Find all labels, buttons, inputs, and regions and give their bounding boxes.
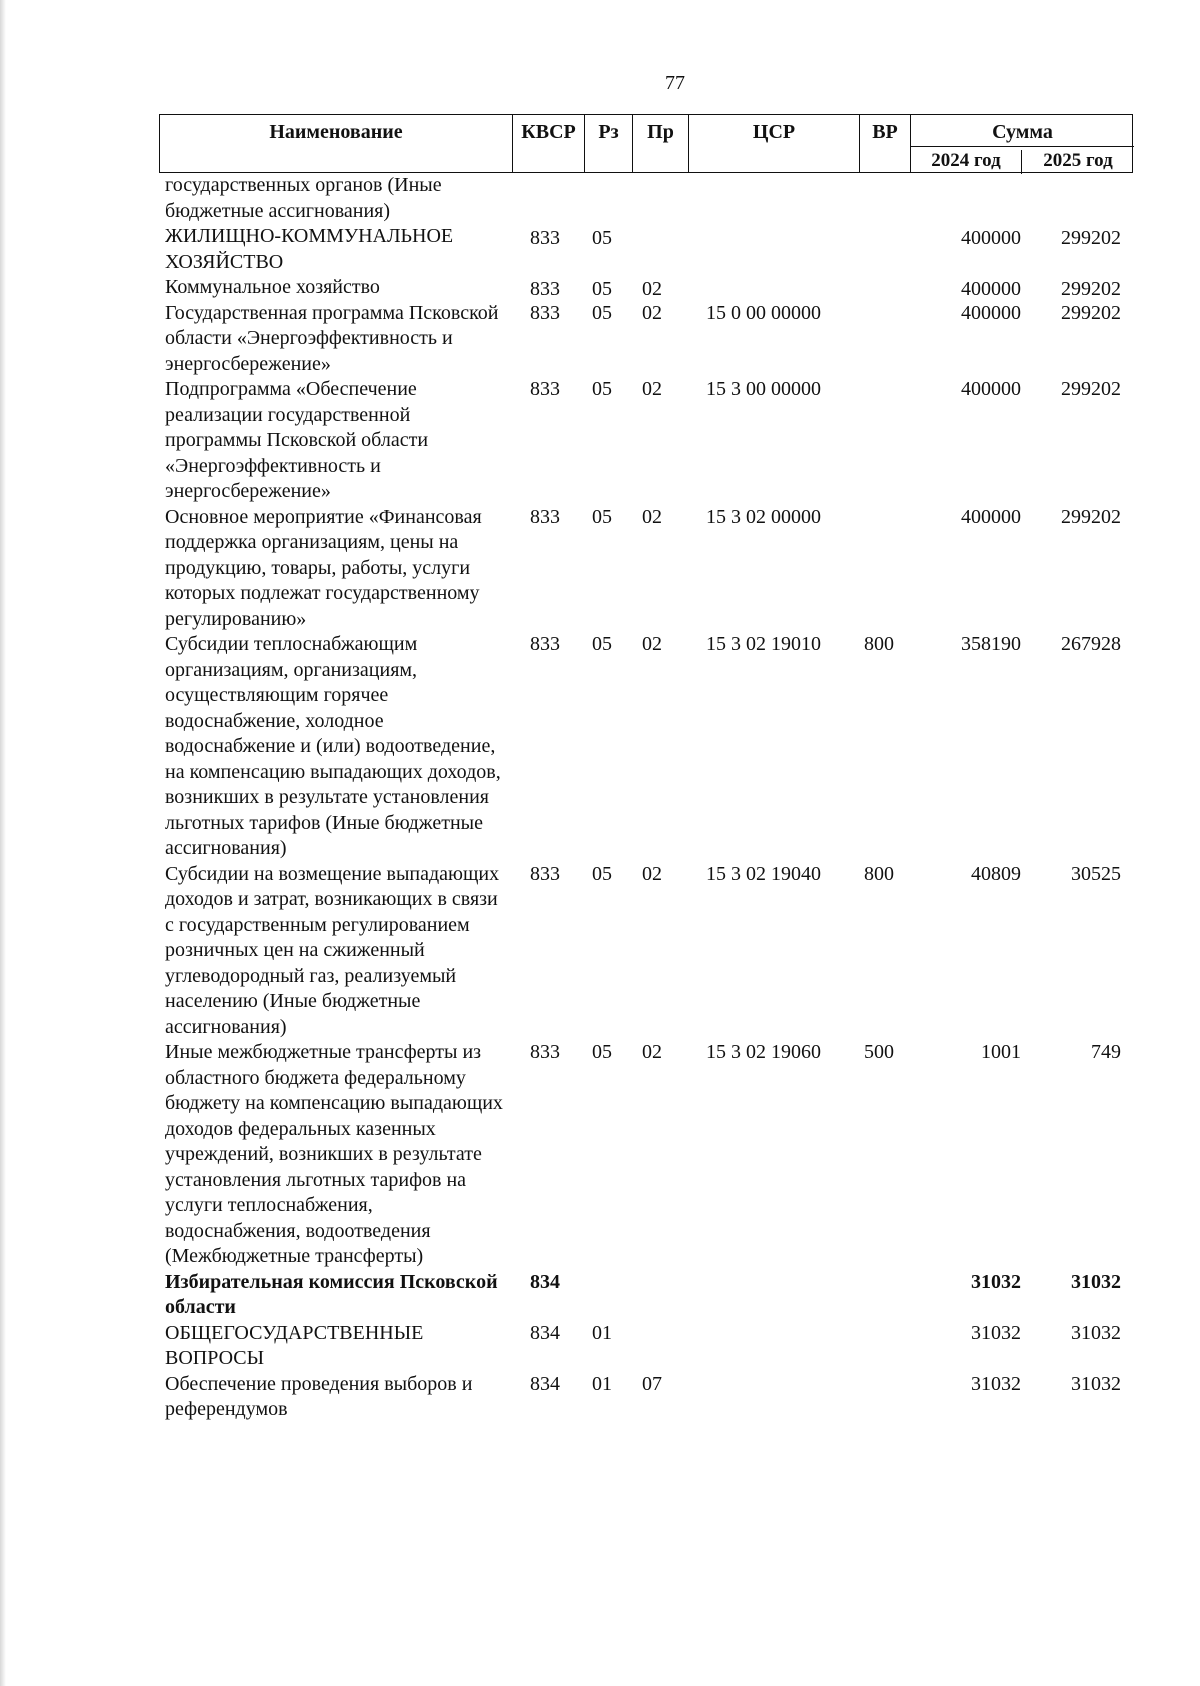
header-name: Наименование bbox=[160, 115, 513, 172]
row-pr: 07 bbox=[642, 1372, 662, 1395]
table-row bbox=[165, 505, 1125, 633]
header-year-2024: 2024 год bbox=[911, 150, 1022, 174]
row-pr: 02 bbox=[642, 278, 662, 300]
row-kvsr: 834 bbox=[530, 1270, 560, 1293]
row-rz: 01 bbox=[592, 1321, 612, 1344]
row-name: Обеспечение проведения выборов и референдумов bbox=[165, 1372, 473, 1420]
row-rz: 05 bbox=[592, 862, 612, 885]
row-rz: 05 bbox=[592, 301, 612, 324]
row-sum-2025: 31032 bbox=[1071, 1372, 1121, 1395]
row-kvsr: 833 bbox=[530, 1041, 560, 1063]
row-sum-2025: 299202 bbox=[1061, 278, 1121, 300]
row-rz: 05 bbox=[592, 378, 612, 400]
page-number: 77 bbox=[665, 72, 685, 94]
row-sum-2024: 400000 bbox=[961, 227, 1021, 249]
row-name: Субсидии на возмещение выпадающих доходов и затрат, возникающих в связи с государственным регулированием розничных цен на сжиженный углеводородный газ, реализуемый населению (Иные бюджетные ассигнования) bbox=[165, 862, 500, 1038]
row-kvsr: 834 bbox=[530, 1321, 560, 1344]
table-row bbox=[165, 377, 1125, 505]
header-csr: ЦСР bbox=[689, 115, 860, 172]
header-sum: Сумма bbox=[992, 121, 1053, 143]
row-name: Государственная программа Псковской области «Энергоэффективность и энергосбережение» bbox=[165, 301, 499, 375]
row-sum-2024: 400000 bbox=[961, 378, 1021, 400]
row-sum-2024: 1001 bbox=[981, 1041, 1021, 1063]
row-name: Иные межбюджетные трансферты из областного бюджета федеральному бюджету на компенсацию выпадающих доходов федеральных казенных учреждений, возникших в результате установления льготных тарифов на услуги теплоснабжения, водоснабжения, водоотведения (Межбюджетные трансферты) bbox=[165, 1041, 503, 1267]
table-header bbox=[159, 114, 1133, 173]
row-name: ОБЩЕГОСУДАРСТВЕННЫЕ ВОПРОСЫ bbox=[165, 1321, 424, 1369]
row-csr: 15 3 00 00000 bbox=[706, 378, 821, 400]
row-rz: 05 bbox=[592, 633, 612, 655]
row-kvsr: 833 bbox=[530, 633, 560, 655]
row-csr: 15 3 02 19040 bbox=[706, 862, 821, 885]
header-year-2025: 2025 год bbox=[1043, 150, 1113, 171]
row-kvsr: 833 bbox=[530, 862, 560, 885]
row-sum-2024: 400000 bbox=[961, 505, 1021, 528]
row-sum-2025: 299202 bbox=[1061, 378, 1121, 400]
table-body bbox=[165, 173, 1125, 1423]
table-row bbox=[165, 1040, 1125, 1270]
row-kvsr: 833 bbox=[530, 278, 560, 300]
row-sum-2025: 31032 bbox=[1071, 1321, 1121, 1344]
row-name: Основное мероприятие «Финансовая поддержка организациям, цены на продукцию, товары, работы, услуги которых подлежат государственному регулированию» bbox=[165, 505, 482, 630]
row-name: ЖИЛИЩНО-КОММУНАЛЬНОЕ ХОЗЯЙСТВО bbox=[165, 225, 454, 273]
row-name: Избирательная комиссия Псковской области bbox=[165, 1270, 498, 1318]
row-sum-2025: 31032 bbox=[1071, 1270, 1121, 1293]
row-name: государственных органов (Иные бюджетные ассигнования) bbox=[165, 174, 442, 222]
row-rz: 01 bbox=[592, 1372, 612, 1395]
row-sum-2024: 40809 bbox=[971, 862, 1021, 885]
row-csr: 15 3 02 00000 bbox=[706, 505, 821, 528]
row-name: Подпрограмма «Обеспечение реализации государственной программы Псковской области «Энергоэффективность и энергосбережение» bbox=[165, 378, 429, 502]
row-sum-2025: 299202 bbox=[1061, 227, 1121, 249]
row-sum-2024: 400000 bbox=[961, 278, 1021, 300]
header-pr: Пр bbox=[633, 115, 689, 172]
row-name: Субсидии теплоснабжающим организациям, организациям, осуществляющим горячее водоснабжение, холодное водоснабжение и (или) водоотведение, на компенсацию выпадающих доходов, возникших в результате установления льготных тарифов (Иные бюджетные ассигнования) bbox=[165, 633, 501, 859]
table-row bbox=[165, 1372, 1125, 1423]
row-sum-2025: 299202 bbox=[1061, 505, 1121, 528]
row-pr: 02 bbox=[642, 505, 662, 528]
row-kvsr: 834 bbox=[530, 1372, 560, 1395]
row-sum-2024: 400000 bbox=[961, 301, 1021, 324]
row-vr: 800 bbox=[864, 633, 894, 655]
table-row bbox=[165, 1321, 1125, 1372]
row-pr: 02 bbox=[642, 378, 662, 400]
row-sum-2024: 31032 bbox=[971, 1372, 1021, 1395]
row-rz: 05 bbox=[592, 227, 612, 249]
table-row bbox=[165, 862, 1125, 1041]
row-rz: 05 bbox=[592, 505, 612, 528]
table-row bbox=[165, 1270, 1125, 1321]
row-csr: 15 0 00 00000 bbox=[706, 301, 821, 324]
table-row bbox=[165, 632, 1125, 862]
row-csr: 15 3 02 19010 bbox=[706, 633, 821, 655]
row-sum-2025: 299202 bbox=[1061, 301, 1121, 324]
row-sum-2025: 749 bbox=[1091, 1041, 1121, 1063]
row-pr: 02 bbox=[642, 862, 662, 885]
row-sum-2024: 31032 bbox=[971, 1321, 1021, 1344]
row-vr: 800 bbox=[864, 862, 894, 885]
row-rz: 05 bbox=[592, 1041, 612, 1063]
header-kvsr: КВСР bbox=[513, 115, 585, 172]
row-pr: 02 bbox=[642, 1041, 662, 1063]
row-csr: 15 3 02 19060 bbox=[706, 1041, 821, 1063]
row-kvsr: 833 bbox=[530, 378, 560, 400]
row-kvsr: 833 bbox=[530, 301, 560, 324]
row-kvsr: 833 bbox=[530, 505, 560, 528]
row-sum-2025: 267928 bbox=[1061, 633, 1121, 655]
scan-edge-shadow bbox=[0, 0, 6, 1686]
row-name: Коммунальное хозяйство bbox=[165, 276, 380, 298]
table-row bbox=[165, 173, 1125, 224]
header-vr: ВР bbox=[860, 115, 911, 172]
table-row bbox=[165, 275, 1125, 301]
row-vr: 500 bbox=[864, 1041, 894, 1063]
row-pr: 02 bbox=[642, 301, 662, 324]
header-rz: Рз bbox=[585, 115, 633, 172]
row-sum-2024: 31032 bbox=[971, 1270, 1021, 1293]
header-sum-group bbox=[911, 115, 1134, 172]
row-pr: 02 bbox=[642, 633, 662, 655]
table-row bbox=[165, 301, 1125, 378]
table-row bbox=[165, 224, 1125, 275]
row-kvsr: 833 bbox=[530, 227, 560, 249]
header-sum-divider bbox=[911, 146, 1134, 147]
row-rz: 05 bbox=[592, 278, 612, 300]
row-sum-2024: 358190 bbox=[961, 633, 1021, 655]
row-sum-2025: 30525 bbox=[1071, 862, 1121, 885]
